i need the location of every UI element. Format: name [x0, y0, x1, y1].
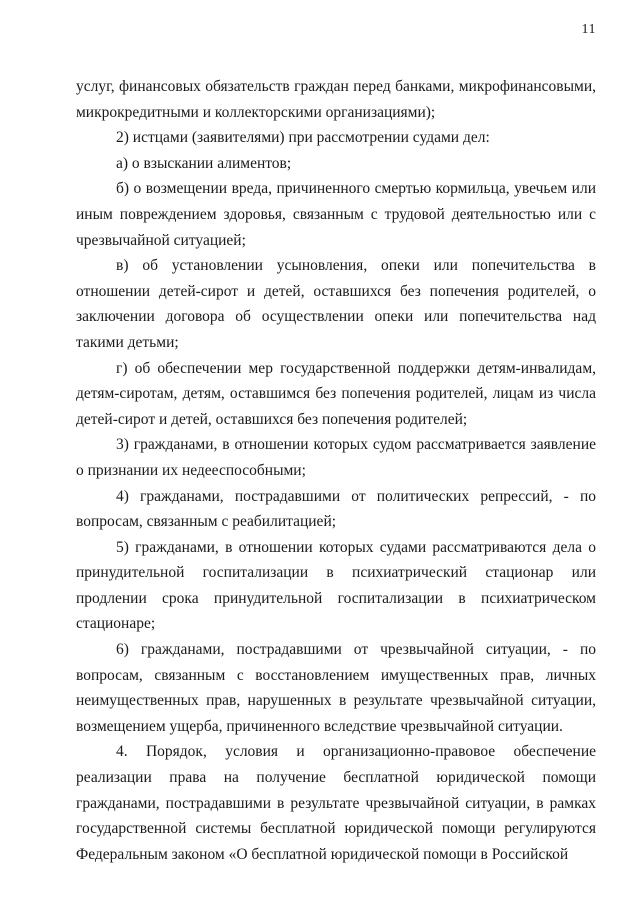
document-body	[76, 74, 596, 867]
paragraph-item-5: 5) гражданами, в отношении которых судами рассматриваются дела о принудительной госпитализации в психиатрический стационар или продлении срока принудительной госпитализации в психиатрическом стационаре;	[76, 538, 596, 633]
paragraph-continuation: услуг, финансовых обязательств граждан перед банками, микрофинансовыми, микрокредитными и коллекторскими организациями);	[76, 78, 596, 121]
paragraph-item-4: 4) гражданами, пострадавшими от политических репрессий, - по вопросам, связанным с реабилитацией;	[76, 487, 596, 531]
paragraph-item-2b: б) о возмещении вреда, причиненного смертью кормильца, увечьем или иным повреждением здоровья, связанным с трудовой деятельностью или с чрезвычайной ситуацией;	[76, 180, 596, 249]
paragraph-item-2v: в) об установлении усыновления, опеки или попечительства в отношении детей-сирот и детей, оставшихся без попечения родителей, о заключении договора об осуществлении опеки или попечительства над такими детьми;	[76, 257, 596, 351]
paragraph-item-2: 2) истцами (заявителями) при рассмотрении судами дел:	[116, 129, 490, 147]
paragraph-item-2g: г) об обеспечении мер государственной поддержки детям-инвалидам, детям-сиротам, детям, оставшимся без попечения родителей, лицам из числа детей-сирот и детей, оставшихся без попечения родителей;	[76, 359, 596, 428]
paragraph-section-4: 4. Порядок, условия и организационно-правовое обеспечение реализации права на получение бесплатной юридической помощи гражданами, пострадавшими в результате чрезвычайной ситуации, в рамках государственной системы бесплатной юридической помощи регулируются Федеральным законом «О бесплатной юридической помощи в Российской	[76, 743, 596, 863]
paragraph-item-3: 3) гражданами, в отношении которых судом рассматривается заявление о признании их недееспособными;	[76, 436, 596, 479]
paragraph-item-2a: а) о взыскании алиментов;	[116, 154, 292, 172]
page-number: 11	[581, 22, 596, 37]
paragraph-item-6: 6) гражданами, пострадавшими от чрезвычайной ситуации, - по вопросам, связанным с восстановлением имущественных прав, личных неимущественных прав, нарушенных в результате чрезвычайной ситуации, возмещением ущерба, причиненного вследствие чрезвычайной ситуации.	[76, 641, 596, 735]
